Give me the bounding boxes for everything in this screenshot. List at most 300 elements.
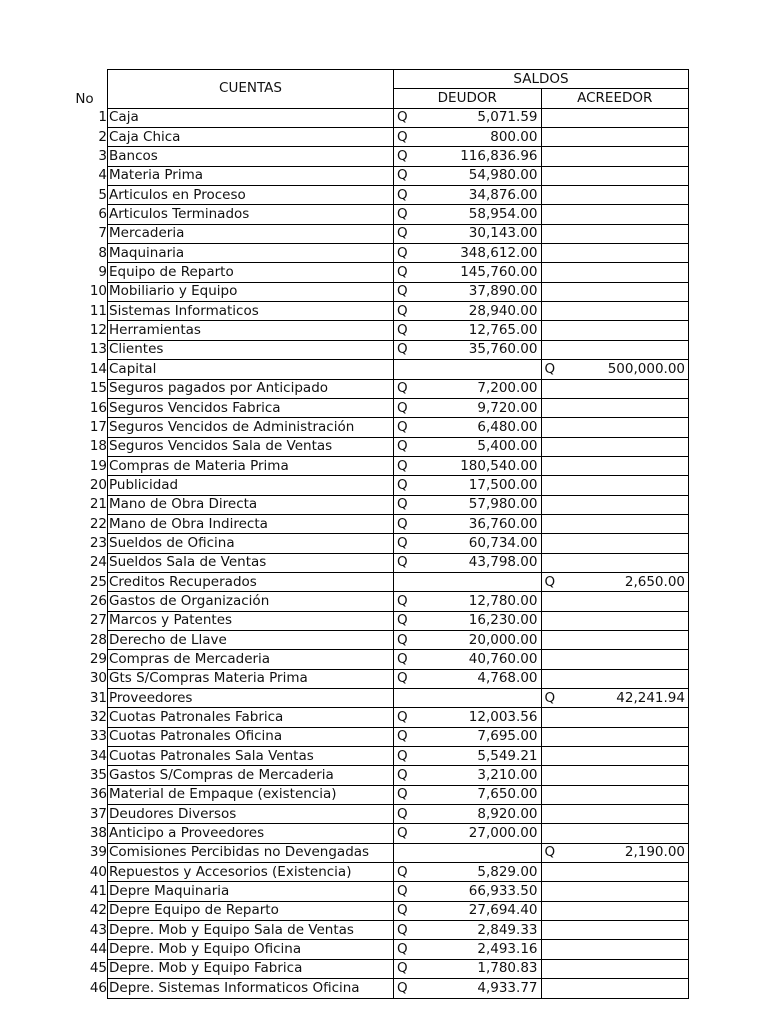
table-row: [62, 456, 689, 475]
credit-currency: [541, 785, 565, 804]
table-row: [62, 340, 689, 359]
table-row: [62, 495, 689, 514]
debit-currency: Q: [394, 147, 418, 166]
debit-amount: 2,849.33: [418, 921, 542, 940]
account-number: 18: [89, 438, 107, 455]
credit-currency: [541, 766, 565, 785]
account-number: 29: [89, 650, 107, 667]
debit-currency: Q: [394, 669, 418, 688]
debit-currency: Q: [394, 553, 418, 572]
table-row: [62, 553, 689, 572]
credit-amount: [565, 747, 689, 766]
debit-amount: 40,760.00: [418, 650, 542, 669]
table-row: [62, 147, 689, 166]
account-name: Compras de Mercaderia: [108, 650, 394, 669]
account-number: 44: [89, 941, 107, 958]
debit-currency: Q: [394, 630, 418, 649]
table-row: [62, 166, 689, 185]
account-number: 15: [89, 380, 107, 397]
debit-amount: 12,765.00: [418, 321, 542, 340]
account-name: Gastos de Organización: [108, 592, 394, 611]
account-name: Seguros pagados por Anticipado: [108, 379, 394, 398]
header-acreedor: ACREEDOR: [541, 89, 689, 108]
credit-amount: [565, 108, 689, 127]
table-row: [62, 611, 689, 630]
debit-amount: 28,940.00: [418, 302, 542, 321]
account-name: Mano de Obra Indirecta: [108, 514, 394, 533]
table-row: [62, 282, 689, 301]
table-row: [62, 921, 689, 940]
debit-currency: Q: [394, 863, 418, 882]
debit-currency: Q: [394, 108, 418, 127]
credit-currency: [541, 669, 565, 688]
account-number: 25: [89, 573, 107, 590]
table-row: [62, 959, 689, 978]
account-name: Mobiliario y Equipo: [108, 282, 394, 301]
table-row: [62, 901, 689, 920]
credit-currency: [541, 959, 565, 978]
header-row-top: [62, 70, 689, 89]
account-number: 17: [89, 418, 107, 435]
account-number: 4: [98, 167, 107, 184]
table-row: [62, 108, 689, 127]
credit-currency: [541, 340, 565, 359]
debit-amount: 20,000.00: [418, 630, 542, 649]
table-row: [62, 843, 689, 862]
debit-currency: Q: [394, 244, 418, 263]
credit-currency: [541, 592, 565, 611]
table-row: [62, 360, 689, 379]
table-row: [62, 727, 689, 746]
debit-currency: Q: [394, 940, 418, 959]
account-number: 39: [89, 844, 107, 861]
account-name: Sueldos Sala de Ventas: [108, 553, 394, 572]
account-name: Maquinaria: [108, 244, 394, 263]
debit-amount: 116,836.96: [418, 147, 542, 166]
debit-currency: Q: [394, 398, 418, 417]
credit-currency: Q: [541, 689, 565, 708]
credit-currency: [541, 244, 565, 263]
credit-currency: [541, 321, 565, 340]
credit-currency: [541, 263, 565, 282]
debit-amount: 5,400.00: [418, 437, 542, 456]
account-name: Cuotas Patronales Fabrica: [108, 708, 394, 727]
debit-currency: Q: [394, 186, 418, 205]
credit-amount: [565, 650, 689, 669]
account-name: Seguros Vencidos Fabrica: [108, 398, 394, 417]
credit-currency: [541, 166, 565, 185]
account-name: Mercaderia: [108, 224, 394, 243]
debit-amount: 5,071.59: [418, 108, 542, 127]
credit-amount: [565, 727, 689, 746]
table-row: [62, 186, 689, 205]
credit-amount: [565, 205, 689, 224]
credit-amount: 2,190.00: [565, 843, 689, 862]
account-name: Caja: [108, 108, 394, 127]
debit-amount: 57,980.00: [418, 495, 542, 514]
credit-currency: Q: [541, 360, 565, 379]
debit-currency: Q: [394, 592, 418, 611]
account-number: 19: [89, 457, 107, 474]
debit-amount: 1,780.83: [418, 959, 542, 978]
account-name: Depre. Sistemas Informaticos Oficina: [108, 979, 394, 998]
account-number: 20: [89, 476, 107, 493]
table-row: [62, 630, 689, 649]
account-number: 3: [98, 148, 107, 165]
account-number: 31: [89, 689, 107, 706]
debit-amount: 27,694.40: [418, 901, 542, 920]
debit-currency: Q: [394, 263, 418, 282]
credit-currency: [541, 708, 565, 727]
debit-currency: Q: [394, 379, 418, 398]
credit-currency: [541, 514, 565, 533]
header-saldos: SALDOS: [394, 70, 689, 89]
account-name: Capital: [108, 360, 394, 379]
credit-amount: [565, 805, 689, 824]
credit-currency: [541, 147, 565, 166]
table-row: [62, 321, 689, 340]
debit-amount: 36,760.00: [418, 514, 542, 533]
account-name: Depre. Mob y Equipo Oficina: [108, 940, 394, 959]
credit-currency: [541, 979, 565, 998]
account-name: Derecho de Llave: [108, 630, 394, 649]
credit-currency: [541, 418, 565, 437]
debit-amount: [418, 360, 542, 379]
credit-currency: [541, 128, 565, 147]
table-row: [62, 534, 689, 553]
debit-amount: 60,734.00: [418, 534, 542, 553]
table-row: [62, 224, 689, 243]
debit-amount: 5,549.21: [418, 747, 542, 766]
account-name: Seguros Vencidos de Administración: [108, 418, 394, 437]
debit-currency: [394, 360, 418, 379]
credit-amount: [565, 863, 689, 882]
account-name: Depre. Mob y Equipo Fabrica: [108, 959, 394, 978]
table-row: [62, 689, 689, 708]
debit-amount: 17,500.00: [418, 476, 542, 495]
account-name: Deudores Diversos: [108, 805, 394, 824]
credit-currency: [541, 650, 565, 669]
credit-currency: [541, 379, 565, 398]
debit-currency: Q: [394, 611, 418, 630]
table-row: [62, 805, 689, 824]
credit-amount: [565, 379, 689, 398]
credit-currency: [541, 727, 565, 746]
account-name: Caja Chica: [108, 128, 394, 147]
debit-amount: 7,200.00: [418, 379, 542, 398]
debit-amount: 30,143.00: [418, 224, 542, 243]
debit-currency: Q: [394, 340, 418, 359]
account-number: 41: [89, 883, 107, 900]
account-number: 28: [89, 631, 107, 648]
account-name: Cuotas Patronales Sala Ventas: [108, 747, 394, 766]
debit-currency: Q: [394, 708, 418, 727]
table-row: [62, 263, 689, 282]
table-row: [62, 244, 689, 263]
table-row: [62, 302, 689, 321]
account-name: Mano de Obra Directa: [108, 495, 394, 514]
debit-amount: 4,933.77: [418, 979, 542, 998]
account-number: 9: [98, 264, 107, 281]
account-number: 26: [89, 592, 107, 609]
account-name: Depre Maquinaria: [108, 882, 394, 901]
debit-amount: 8,920.00: [418, 805, 542, 824]
credit-amount: [565, 476, 689, 495]
credit-currency: [541, 302, 565, 321]
debit-amount: 6,480.00: [418, 418, 542, 437]
debit-currency: Q: [394, 534, 418, 553]
credit-amount: [565, 263, 689, 282]
account-number: 40: [89, 863, 107, 880]
debit-amount: 9,720.00: [418, 398, 542, 417]
debit-amount: 7,650.00: [418, 785, 542, 804]
debit-currency: Q: [394, 282, 418, 301]
credit-amount: [565, 611, 689, 630]
account-number: 11: [89, 302, 107, 319]
debit-currency: Q: [394, 418, 418, 437]
account-number: 16: [89, 399, 107, 416]
account-number: 5: [98, 186, 107, 203]
account-name: Bancos: [108, 147, 394, 166]
table-row: [62, 476, 689, 495]
table-row: [62, 785, 689, 804]
table-row: [62, 205, 689, 224]
credit-amount: [565, 940, 689, 959]
debit-amount: 27,000.00: [418, 824, 542, 843]
account-number: 38: [89, 825, 107, 842]
table-row: [62, 766, 689, 785]
credit-currency: [541, 805, 565, 824]
debit-currency: Q: [394, 128, 418, 147]
credit-amount: [565, 321, 689, 340]
credit-currency: [541, 476, 565, 495]
debit-amount: 12,003.56: [418, 708, 542, 727]
credit-currency: [541, 398, 565, 417]
account-name: Clientes: [108, 340, 394, 359]
debit-currency: Q: [394, 166, 418, 185]
account-name: Depre Equipo de Reparto: [108, 901, 394, 920]
debit-currency: [394, 689, 418, 708]
table-row: [62, 863, 689, 882]
credit-amount: [565, 166, 689, 185]
credit-amount: [565, 418, 689, 437]
account-name: Gastos S/Compras de Mercaderia: [108, 766, 394, 785]
credit-amount: [565, 824, 689, 843]
debit-amount: 7,695.00: [418, 727, 542, 746]
credit-amount: [565, 979, 689, 998]
debit-amount: 145,760.00: [418, 263, 542, 282]
header-no: No: [75, 91, 94, 108]
credit-amount: [565, 186, 689, 205]
credit-currency: [541, 901, 565, 920]
account-name: Anticipo a Proveedores: [108, 824, 394, 843]
credit-currency: [541, 940, 565, 959]
credit-amount: [565, 398, 689, 417]
account-number: 21: [89, 496, 107, 513]
account-number: 36: [89, 786, 107, 803]
credit-amount: [565, 534, 689, 553]
debit-currency: Q: [394, 476, 418, 495]
debit-currency: Q: [394, 224, 418, 243]
table-row: [62, 572, 689, 591]
credit-amount: [565, 128, 689, 147]
account-name: Marcos y Patentes: [108, 611, 394, 630]
table-row: [62, 882, 689, 901]
credit-amount: [565, 302, 689, 321]
credit-currency: [541, 437, 565, 456]
debit-currency: [394, 843, 418, 862]
debit-currency: Q: [394, 766, 418, 785]
debit-currency: Q: [394, 824, 418, 843]
credit-amount: [565, 340, 689, 359]
credit-currency: [541, 882, 565, 901]
table-row: [62, 418, 689, 437]
debit-amount: 35,760.00: [418, 340, 542, 359]
credit-currency: [541, 495, 565, 514]
account-number: 14: [89, 360, 107, 377]
account-number: 45: [89, 960, 107, 977]
table-row: [62, 650, 689, 669]
credit-amount: [565, 921, 689, 940]
account-name: Articulos Terminados: [108, 205, 394, 224]
debit-currency: Q: [394, 321, 418, 340]
debit-amount: 16,230.00: [418, 611, 542, 630]
debit-currency: Q: [394, 959, 418, 978]
debit-currency: Q: [394, 882, 418, 901]
debit-amount: 180,540.00: [418, 456, 542, 475]
debit-amount: [418, 572, 542, 591]
credit-amount: [565, 244, 689, 263]
account-number: 32: [89, 709, 107, 726]
credit-amount: 500,000.00: [565, 360, 689, 379]
table-row: [62, 708, 689, 727]
debit-currency: Q: [394, 495, 418, 514]
account-name: Comisiones Percibidas no Devengadas: [108, 843, 394, 862]
header-cuentas: CUENTAS: [108, 70, 394, 109]
account-number: 34: [89, 747, 107, 764]
debit-amount: [418, 843, 542, 862]
account-name: Herramientas: [108, 321, 394, 340]
debit-currency: [394, 572, 418, 591]
account-number: 27: [89, 612, 107, 629]
credit-amount: [565, 708, 689, 727]
table-row: [62, 437, 689, 456]
credit-amount: 2,650.00: [565, 572, 689, 591]
credit-currency: [541, 456, 565, 475]
account-name: Seguros Vencidos Sala de Ventas: [108, 437, 394, 456]
header-deudor: DEUDOR: [394, 89, 542, 108]
debit-amount: 4,768.00: [418, 669, 542, 688]
account-number: 8: [98, 244, 107, 261]
account-number: 10: [89, 283, 107, 300]
credit-amount: [565, 456, 689, 475]
account-number: 7: [98, 225, 107, 242]
credit-currency: Q: [541, 843, 565, 862]
balance-table: [62, 69, 689, 999]
credit-amount: [565, 514, 689, 533]
table-row: [62, 128, 689, 147]
credit-amount: [565, 147, 689, 166]
debit-amount: 12,780.00: [418, 592, 542, 611]
credit-amount: [565, 495, 689, 514]
debit-currency: Q: [394, 437, 418, 456]
credit-currency: [541, 747, 565, 766]
debit-amount: 54,980.00: [418, 166, 542, 185]
credit-currency: [541, 611, 565, 630]
credit-currency: [541, 186, 565, 205]
debit-currency: Q: [394, 302, 418, 321]
account-name: Sueldos de Oficina: [108, 534, 394, 553]
debit-amount: 348,612.00: [418, 244, 542, 263]
account-name: Articulos en Proceso: [108, 186, 394, 205]
credit-amount: [565, 785, 689, 804]
account-number: 2: [98, 128, 107, 145]
account-name: Material de Empaque (existencia): [108, 785, 394, 804]
credit-amount: [565, 437, 689, 456]
credit-currency: [541, 108, 565, 127]
account-name: Publicidad: [108, 476, 394, 495]
table-row: [62, 669, 689, 688]
account-number: 30: [89, 670, 107, 687]
credit-amount: [565, 282, 689, 301]
table-row: [62, 592, 689, 611]
account-number: 43: [89, 921, 107, 938]
credit-amount: [565, 882, 689, 901]
account-number: 23: [89, 534, 107, 551]
account-name: Cuotas Patronales Oficina: [108, 727, 394, 746]
credit-currency: [541, 630, 565, 649]
debit-currency: Q: [394, 785, 418, 804]
debit-currency: Q: [394, 747, 418, 766]
credit-currency: Q: [541, 572, 565, 591]
credit-amount: [565, 901, 689, 920]
table-row: [62, 940, 689, 959]
table-row: [62, 747, 689, 766]
account-name: Compras de Materia Prima: [108, 456, 394, 475]
debit-amount: 43,798.00: [418, 553, 542, 572]
debit-currency: Q: [394, 650, 418, 669]
account-name: Equipo de Reparto: [108, 263, 394, 282]
table-row: [62, 514, 689, 533]
account-name: Proveedores: [108, 689, 394, 708]
debit-currency: Q: [394, 805, 418, 824]
credit-amount: [565, 766, 689, 785]
account-number: 42: [89, 902, 107, 919]
account-number: 13: [89, 341, 107, 358]
debit-amount: 5,829.00: [418, 863, 542, 882]
debit-amount: 800.00: [418, 128, 542, 147]
debit-currency: Q: [394, 205, 418, 224]
debit-amount: 3,210.00: [418, 766, 542, 785]
account-name: Repuestos y Accesorios (Existencia): [108, 863, 394, 882]
debit-amount: 66,933.50: [418, 882, 542, 901]
account-number: 35: [89, 767, 107, 784]
account-number: 22: [89, 515, 107, 532]
account-number: 12: [89, 322, 107, 339]
account-number: 46: [89, 979, 107, 996]
credit-currency: [541, 824, 565, 843]
account-name: Creditos Recuperados: [108, 572, 394, 591]
credit-amount: [565, 630, 689, 649]
credit-amount: [565, 959, 689, 978]
credit-amount: [565, 553, 689, 572]
credit-amount: [565, 592, 689, 611]
credit-amount: 42,241.94: [565, 689, 689, 708]
debit-amount: 58,954.00: [418, 205, 542, 224]
account-name: Gts S/Compras Materia Prima: [108, 669, 394, 688]
debit-amount: 34,876.00: [418, 186, 542, 205]
account-number: 6: [98, 206, 107, 223]
